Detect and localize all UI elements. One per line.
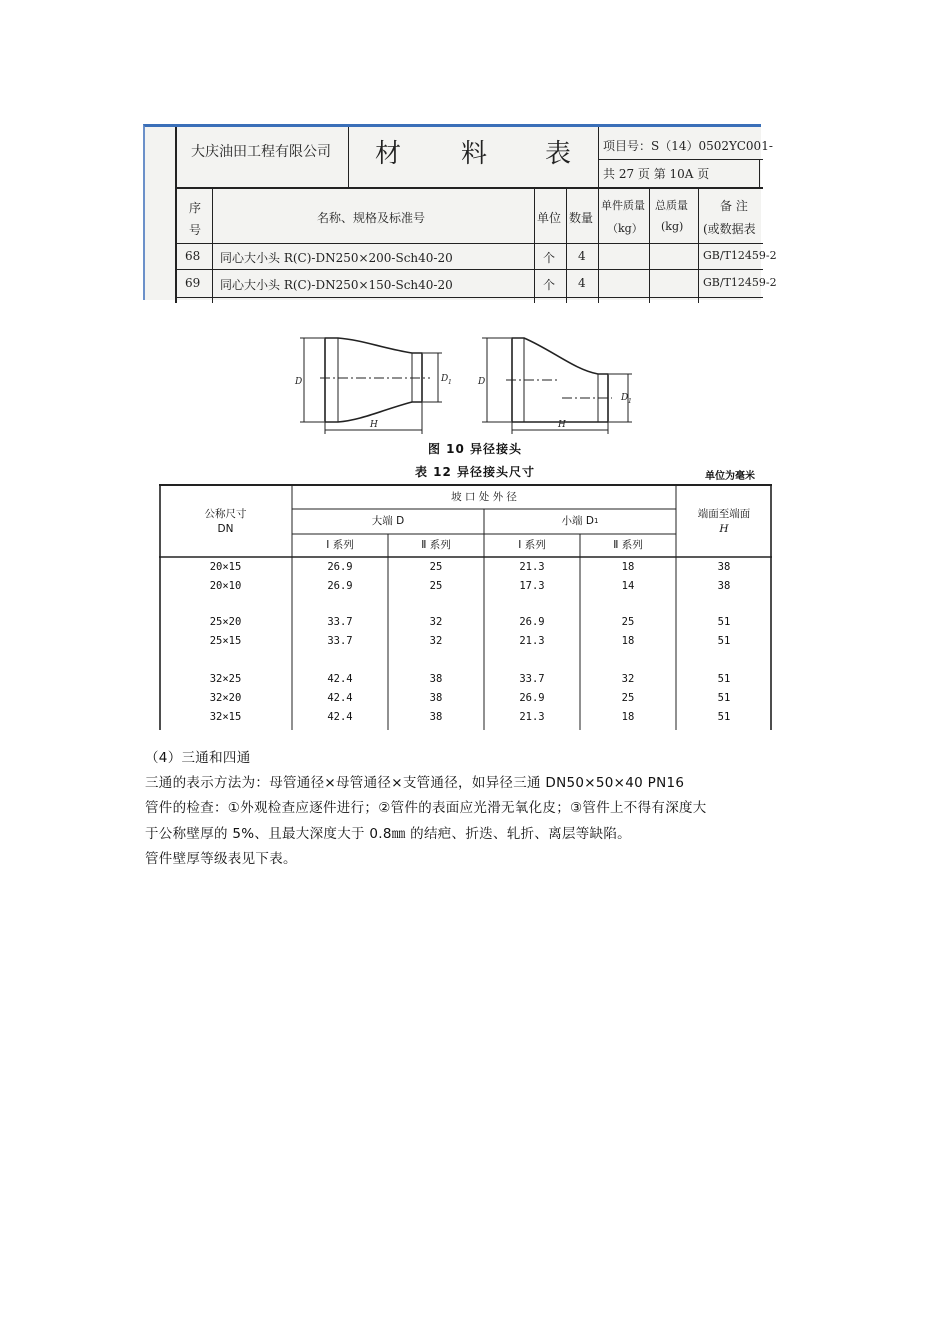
table-cell-s1: 21.3 xyxy=(519,711,545,723)
table-cell-h: 51 xyxy=(717,692,731,704)
header-small-end xyxy=(484,509,676,534)
label-D1-sub: 1 xyxy=(448,379,452,386)
concentric-reducer-outline xyxy=(325,338,422,422)
paragraph-line: 管件的检查：①外观检查应逐件进行；②管件的表面应光滑无氧化皮；③管件上不得有深度大 xyxy=(145,800,707,816)
table-cell-s2: 14 xyxy=(621,580,635,592)
table-cell-h: 38 xyxy=(717,580,731,592)
header-unit-mass: 单件质量 xyxy=(601,199,645,212)
header-remark: 备 注 xyxy=(720,199,748,213)
table-cell-s1: 21.3 xyxy=(519,635,545,647)
table-cell-h: 38 xyxy=(717,561,731,573)
header-end-to-end xyxy=(676,486,772,557)
row-no: 69 xyxy=(185,276,201,290)
label-D1: D xyxy=(441,374,449,384)
table-cell-d1: 26.9 xyxy=(327,580,353,592)
table-cell-dn: 25×20 xyxy=(209,616,242,628)
table-cell-s2: 32 xyxy=(621,673,635,685)
header-series-1: Ⅰ 系列 xyxy=(518,539,546,551)
company-name: 大庆油田工程有限公司 xyxy=(191,144,331,160)
section-heading: （4）三通和四通 xyxy=(145,750,251,766)
row-unit: 个 xyxy=(543,278,556,292)
table-cell-dn: 20×15 xyxy=(209,561,242,573)
table-cell-d2: 25 xyxy=(429,580,443,592)
row-name: 同心大小头 R(C)-DN250×200-Sch40-20 xyxy=(220,251,453,265)
material-table-scan xyxy=(143,124,777,300)
table-cell-d1: 33.7 xyxy=(327,616,353,628)
table-cell-h: 51 xyxy=(717,711,731,723)
row-unit: 个 xyxy=(543,251,556,265)
header-seq: 号 xyxy=(189,223,202,237)
table-cell-d1: 26.9 xyxy=(327,561,353,573)
header-qty: 数量 xyxy=(569,211,594,225)
table-cell-s1: 21.3 xyxy=(519,561,545,573)
table-cell-d2: 32 xyxy=(429,616,443,628)
table-cell-s2: 25 xyxy=(621,692,635,704)
unit-note: 单位为毫米 xyxy=(705,471,755,482)
header-seq: 序 xyxy=(189,201,202,215)
dimension-table xyxy=(159,484,772,730)
table-cell-dn: 20×10 xyxy=(209,580,242,592)
paragraph-line: 于公称壁厚的 5%、且最大深度大于 0.8㎜ 的结疤、折迭、轧折、离层等缺陷。 xyxy=(145,826,631,842)
header-end-to-end-line: H xyxy=(719,522,729,535)
table-row xyxy=(159,558,772,576)
table-title-char: 材 xyxy=(375,139,402,169)
header-series-2: Ⅱ 系列 xyxy=(421,539,451,551)
table-cell-s2: 18 xyxy=(621,711,635,723)
table-cell-d1: 42.4 xyxy=(327,692,353,704)
paragraph-line: 管件壁厚等级表见下表。 xyxy=(145,851,297,867)
row-remark: GB/T12459-2 xyxy=(703,276,777,289)
table-cell-d2: 38 xyxy=(429,711,443,723)
header-series-2: Ⅱ 系列 xyxy=(613,539,643,551)
table-row xyxy=(159,613,772,631)
table-cell-h: 51 xyxy=(717,673,731,685)
header-remark: (或数据表 xyxy=(703,222,756,236)
row-qty: 4 xyxy=(578,276,586,290)
table-cell-d1: 33.7 xyxy=(327,635,353,647)
table-caption: 表 12 异径接头尺寸 xyxy=(414,465,536,479)
header-total-mass: 总质量 xyxy=(655,199,688,212)
header-unit: 单位 xyxy=(537,211,562,225)
header-end-to-end-line: 端面至端面 xyxy=(697,507,751,520)
header-large-end: 大端 D xyxy=(371,515,405,527)
table-cell-s1: 17.3 xyxy=(519,580,545,592)
table-cell-s2: 18 xyxy=(621,561,635,573)
table-row xyxy=(159,632,772,650)
label-D1: D xyxy=(621,393,629,403)
row-qty: 4 xyxy=(578,249,586,263)
table-cell-dn: 25×15 xyxy=(209,635,242,647)
table-cell-d1: 42.4 xyxy=(327,673,353,685)
header-series-1: Ⅰ 系列 xyxy=(326,539,354,551)
page-count: 共 27 页 第 10A 页 xyxy=(603,167,710,181)
row-no: 68 xyxy=(185,249,201,263)
table-title-char: 料 xyxy=(461,139,488,169)
reducer-drawing xyxy=(290,330,635,438)
table-row xyxy=(159,708,772,726)
table-cell-dn: 32×20 xyxy=(209,692,242,704)
table-cell-d2: 38 xyxy=(429,673,443,685)
table-cell-h: 51 xyxy=(717,616,731,628)
label-D: D xyxy=(478,377,486,387)
row-name: 同心大小头 R(C)-DN250×150-Sch40-20 xyxy=(220,278,453,292)
paragraph-line: 三通的表示方法为：母管通径×母管通径×支管通径，如异径三通 DN50×50×40 PN16 xyxy=(145,775,685,791)
figure-caption: 图 10 异径接头 xyxy=(427,442,523,456)
table-cell-s2: 18 xyxy=(621,635,635,647)
table-cell-h: 51 xyxy=(717,635,731,647)
table-title-char: 表 xyxy=(545,139,572,169)
table-cell-s1: 33.7 xyxy=(519,673,545,685)
header-nominal-line: 公称尺寸 xyxy=(204,507,247,520)
label-H: H xyxy=(558,420,566,430)
header-nominal xyxy=(159,486,292,557)
project-number: 项目号：S（14）0502YC001- xyxy=(603,139,773,153)
row-remark: GB/T12459-2 xyxy=(703,249,777,262)
header-small-end-sub: 1 xyxy=(593,517,599,525)
table-cell-s1: 26.9 xyxy=(519,692,545,704)
label-D: D xyxy=(295,377,303,387)
header-total-mass: (kg) xyxy=(661,220,684,233)
header-name: 名称、规格及标准号 xyxy=(317,211,426,225)
table-cell-dn: 32×25 xyxy=(209,673,242,685)
table-row xyxy=(159,670,772,688)
header-nominal-line: DN xyxy=(217,522,234,535)
table-cell-dn: 32×15 xyxy=(209,711,242,723)
header-small-end-label: 小端 D xyxy=(561,515,594,527)
table-cell-d1: 42.4 xyxy=(327,711,353,723)
table-cell-s2: 25 xyxy=(621,616,635,628)
table-row xyxy=(159,689,772,707)
header-bevel: 坡 口 处 外 径 xyxy=(451,491,517,503)
label-D1-sub: 1 xyxy=(628,398,632,405)
table-row xyxy=(159,577,772,595)
table-cell-d2: 38 xyxy=(429,692,443,704)
table-cell-d2: 32 xyxy=(429,635,443,647)
table-cell-s1: 26.9 xyxy=(519,616,545,628)
table-cell-d2: 25 xyxy=(429,561,443,573)
label-H: H xyxy=(370,420,378,430)
header-unit-mass: （kg） xyxy=(607,222,643,235)
